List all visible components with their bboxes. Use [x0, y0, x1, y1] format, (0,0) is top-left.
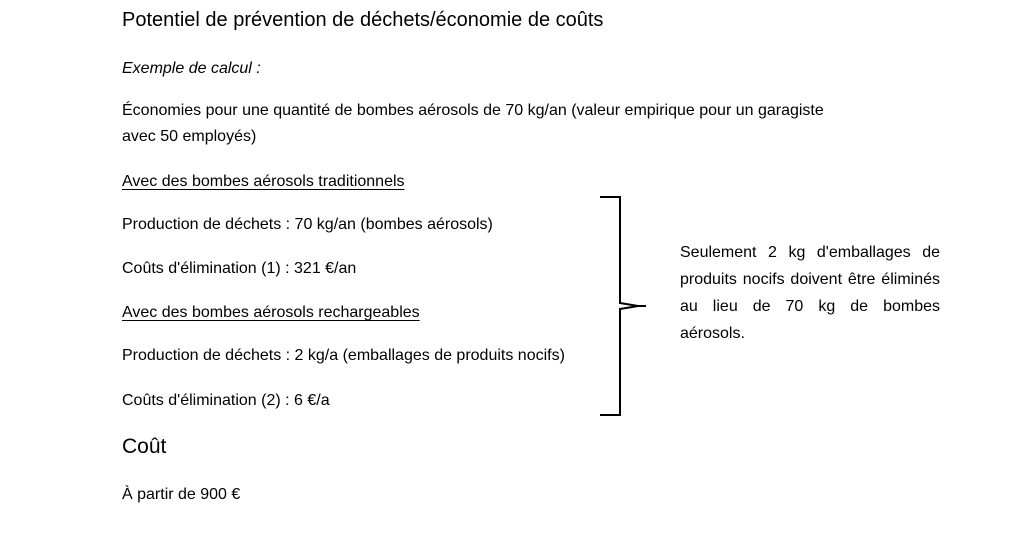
rechargeable-costs: Coûts d'élimination (2) : 6 €/a [122, 392, 330, 409]
cost-heading: Coût [122, 435, 167, 458]
example-label: Exemple de calcul : [122, 60, 261, 77]
intro-line-2: avec 50 employés) [122, 128, 257, 145]
cost-value: À partir de 900 € [122, 486, 241, 503]
traditional-costs: Coûts d'élimination (1) : 321 €/an [122, 260, 357, 277]
traditional-heading: Avec des bombes aérosols traditionnels [122, 173, 405, 190]
savings-note: Seulement 2 kg d'emballages de produits nocifs doivent être éliminés au lieu de 70 kg de bombes aérosols. [680, 244, 940, 342]
intro-line-1: Économies pour une quantité de bombes aérosols de 70 kg/an (valeur empirique pour un garagiste [122, 102, 824, 119]
section-title: Potentiel de prévention de déchets/économie de coûts [122, 9, 604, 31]
right-brace-icon [598, 195, 648, 417]
rechargeable-heading: Avec des bombes aérosols rechargeables [122, 304, 420, 321]
rechargeable-production: Production de déchets : 2 kg/a (emballages de produits nocifs) [122, 347, 565, 364]
traditional-production: Production de déchets : 70 kg/an (bombes aérosols) [122, 216, 493, 233]
